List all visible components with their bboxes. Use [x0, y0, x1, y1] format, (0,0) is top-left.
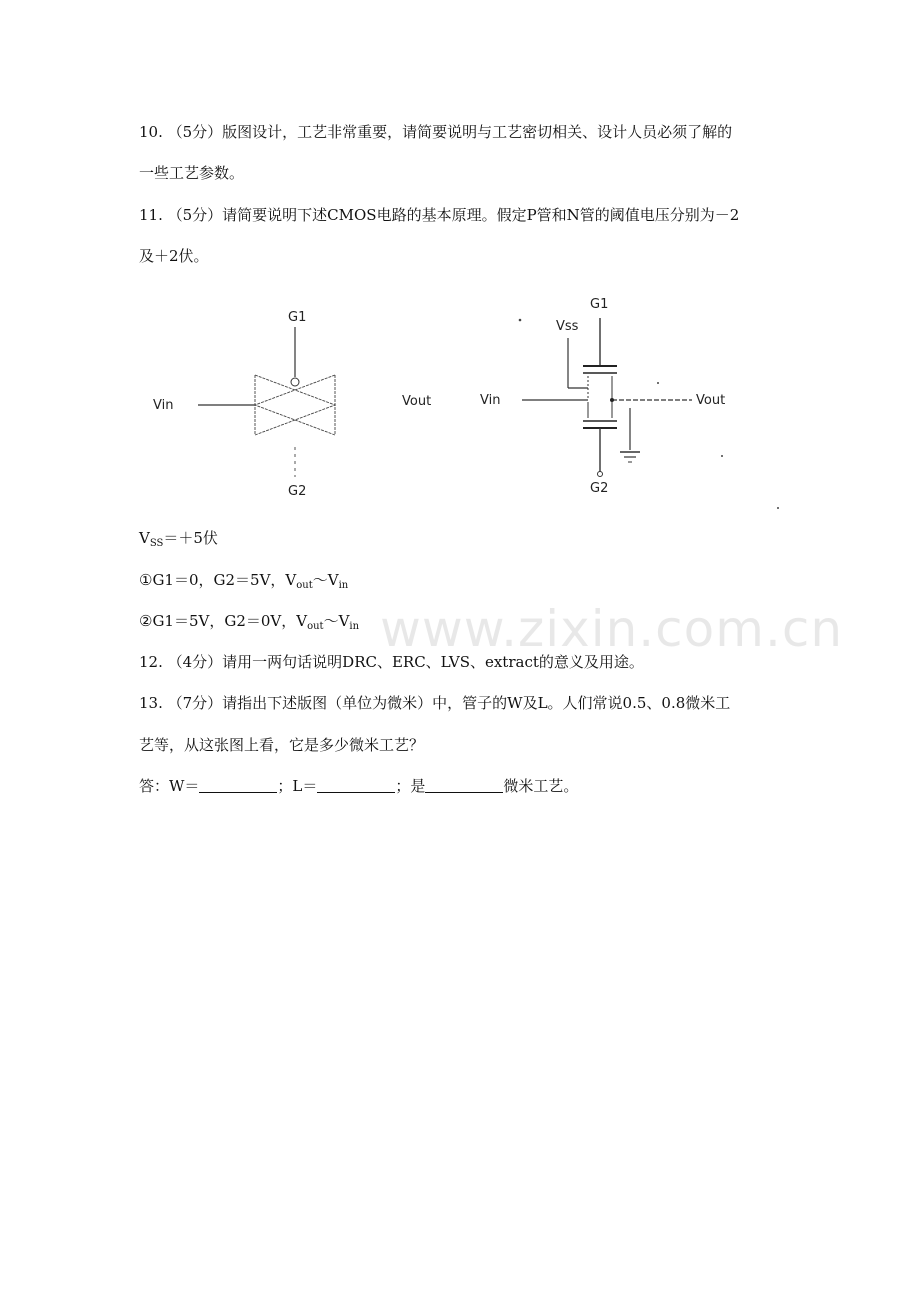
left-vout-label: Vout: [402, 394, 432, 409]
answer-process-blank[interactable]: [425, 778, 503, 793]
q10-line1: 10. （5分）版图设计，工艺非常重要，请简要说明与工艺密切相关、设计人员必须了解的: [139, 123, 733, 141]
right-g2-label: G2: [590, 481, 609, 496]
vss-condition: $V_{SS}=+5$伏: [139, 529, 218, 549]
scan-speck-1: [519, 319, 522, 322]
right-g1-label: G1: [590, 297, 609, 312]
right-vin-label: Vin: [480, 393, 501, 408]
scan-speck-3: [721, 455, 723, 457]
condition-2: ②G1＝5V，G2＝0V，$V_{out}\sim V_{in}$: [139, 612, 360, 632]
left-gate-shape: [255, 375, 335, 435]
right-vout-label: Vout: [696, 393, 726, 408]
answer-line: 答：W＝ ；L＝ ；是 微米工艺。: [139, 777, 579, 795]
watermark: www.zixin.com.cn: [380, 600, 844, 658]
transmission-gate-diagram: [140, 295, 470, 510]
q12-line1: 12. （4分）请用一两句话说明DRC、ERC、LVS、extract的意义及用途。: [139, 653, 644, 671]
condition-1: ①G1＝0，G2＝5V，$V_{out}\sim V_{in}$: [139, 571, 349, 591]
scan-speck-2: [657, 382, 659, 384]
right-out-node: [610, 398, 614, 402]
answer-l-blank[interactable]: [317, 778, 395, 793]
q13-line2: 艺等，从这张图上看，它是多少微米工艺？: [139, 736, 425, 754]
right-vss-label: Vss: [556, 319, 579, 334]
left-g2-label: G2: [288, 484, 307, 499]
q11-line1: 11. （5分）请简要说明下述CMOS电路的基本原理。假定P管和N管的阈值电压分别为－2: [139, 206, 740, 224]
q10-line2: 一些工艺参数。: [139, 164, 245, 182]
left-vin-label: Vin: [153, 398, 174, 413]
q13-line1: 13. （7分）请指出下述版图（单位为微米）中，管子的W及L。人们常说0.5、0.8微米工: [139, 694, 731, 712]
scan-speck-4: [777, 507, 779, 509]
left-g1-label: G1: [288, 310, 307, 325]
answer-w-blank[interactable]: [199, 778, 277, 793]
right-g2-terminal: [598, 472, 603, 477]
cmos-transistor-diagram: [470, 290, 790, 515]
q11-line2: 及＋2伏。: [139, 247, 209, 265]
left-g1-bubble: [291, 378, 299, 386]
